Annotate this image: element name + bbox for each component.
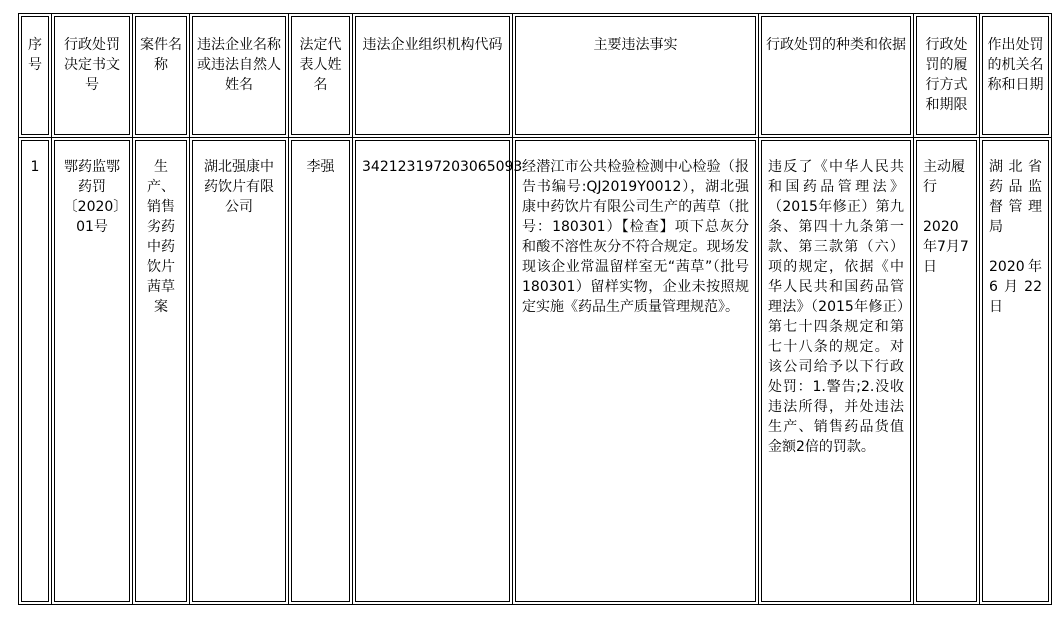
fulfillment-date: 2020年7月7日 bbox=[923, 219, 969, 275]
penalty-table bbox=[18, 13, 1052, 605]
cell-legal-rep: 李强 bbox=[289, 138, 353, 605]
header-org-code: 违法企业组织机构代码 bbox=[353, 14, 513, 138]
cell-org-code: 342123197203065093 bbox=[353, 138, 513, 605]
cell-facts: 经潜江市公共检验检测中心检验（报告书编号:QJ2019Y0012），湖北强康中药饮片有限公司生产的茜草（批号：180301）【检查】项下总灰分和酸不溶性灰分不符合规定。现场发现该企业常温留样室无“茜草”（批号180301）留样实物，企业未按照规定实施《药品生产质量管理规范》。 bbox=[513, 138, 759, 605]
cell-company: 湖北强康中药饮片有限公司 bbox=[190, 138, 289, 605]
header-facts: 主要违法事实 bbox=[513, 14, 759, 138]
table-header-row bbox=[19, 14, 1052, 138]
header-authority: 作出处罚的机关名称和日期 bbox=[980, 14, 1052, 138]
header-case-name: 案件名称 bbox=[133, 14, 190, 138]
cell-index: 1 bbox=[19, 138, 52, 605]
fulfillment-method: 主动履行 bbox=[923, 159, 965, 195]
header-company: 违法企业名称或违法自然人姓名 bbox=[190, 14, 289, 138]
cell-authority bbox=[980, 138, 1052, 605]
header-fulfillment: 行政处罚的履行方式和期限 bbox=[914, 14, 980, 138]
cell-case-name: 生产、销售劣药中药饮片茜草案 bbox=[133, 138, 190, 605]
cell-penalty-basis: 违反了《中华人民共和国药品管理法》（2015年修正）第九条、第四十九条第一款、第三款第（六）项的规定，依据《中华人民共和国药品管理法》（2015年修正）第七十四条规定和第七十八条的规定。对该公司给予以下行政处罚：1.警告;2.没收违法所得，并处违法生产、销售药品货值金额2倍的罚款。 bbox=[759, 138, 914, 605]
header-legal-rep: 法定代表人姓名 bbox=[289, 14, 353, 138]
cell-doc-number: 鄂药监鄂药罚〔2020〕01号 bbox=[52, 138, 133, 605]
header-doc-number: 行政处罚决定书文号 bbox=[52, 14, 133, 138]
cell-fulfillment bbox=[914, 138, 980, 605]
header-penalty-basis: 行政处罚的种类和依据 bbox=[759, 14, 914, 138]
authority-name: 湖北省药品监督管理局 bbox=[989, 159, 1042, 235]
header-index: 序号 bbox=[19, 14, 52, 138]
table-row bbox=[19, 138, 1052, 605]
decision-date: 2020年6月22日 bbox=[989, 259, 1042, 315]
